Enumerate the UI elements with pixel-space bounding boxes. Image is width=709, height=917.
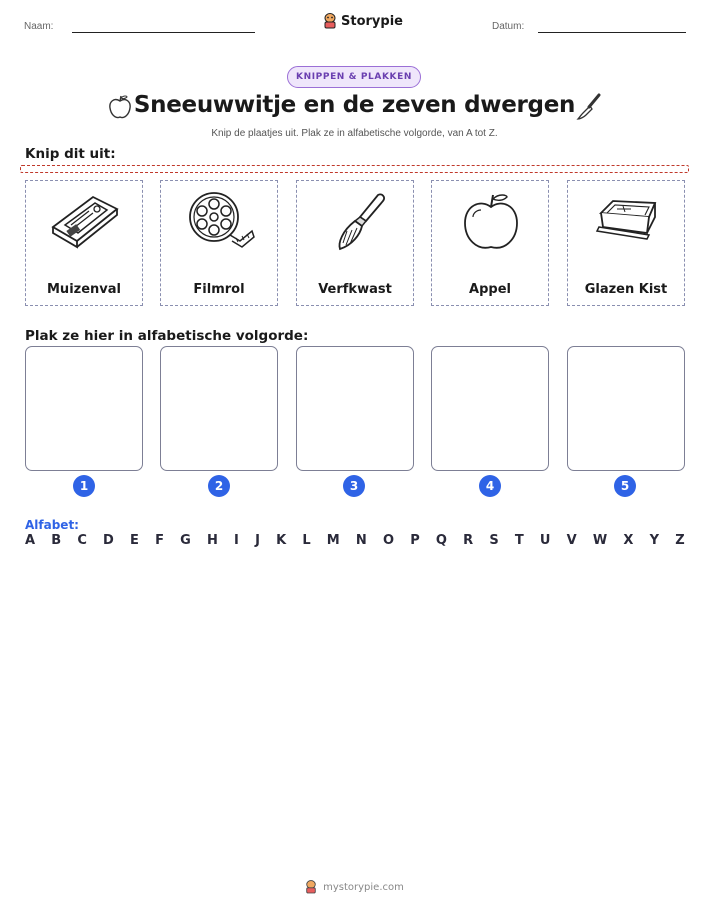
cut-card-glass-coffin[interactable] xyxy=(567,180,685,306)
date-line[interactable] xyxy=(538,32,686,33)
cut-card-film-reel[interactable] xyxy=(160,180,278,306)
alphabet-letter: A xyxy=(25,533,36,548)
cut-heading: Knip dit uit: xyxy=(25,146,116,162)
brand-name: Storypie xyxy=(341,13,403,29)
card-label: Verfkwast xyxy=(318,282,392,297)
paste-slot-2[interactable] xyxy=(160,346,278,471)
cut-card-mousetrap[interactable] xyxy=(25,180,143,306)
paste-heading: Plak ze hier in alfabetische volgorde: xyxy=(25,328,309,344)
alphabet-letter: K xyxy=(276,533,287,548)
paste-slot-4[interactable] xyxy=(431,346,549,471)
activity-badge: KNIPPEN & PLAKKEN xyxy=(287,66,421,88)
alphabet-letter: Y xyxy=(649,533,660,548)
page-title: Sneeuwwitje en de zeven dwergen xyxy=(133,92,576,118)
footer-site[interactable]: mystorypie.com xyxy=(323,881,404,893)
mousetrap-icon xyxy=(45,187,125,257)
paste-slot-1[interactable] xyxy=(25,346,143,471)
alphabet-letter: O xyxy=(382,533,395,548)
cut-card-paintbrush[interactable] xyxy=(296,180,414,306)
alphabet-letter: B xyxy=(51,533,62,548)
alphabet-letter: R xyxy=(463,533,474,548)
alphabet-letter: D xyxy=(103,533,114,548)
slot-number-2: 2 xyxy=(208,475,230,497)
alphabet-letter: W xyxy=(592,533,608,548)
card-label: Muizenval xyxy=(47,282,121,297)
alphabet-letter: T xyxy=(514,533,524,548)
alphabet-letter: H xyxy=(206,533,218,548)
slot-number-4: 4 xyxy=(479,475,501,497)
paste-slot-3[interactable] xyxy=(296,346,414,471)
slot-number-5: 5 xyxy=(614,475,636,497)
alphabet-letter: J xyxy=(255,533,260,548)
cut-line xyxy=(20,165,689,173)
cut-card-apple[interactable] xyxy=(431,180,549,306)
alphabet-letter: I xyxy=(234,533,239,548)
alphabet-letter: V xyxy=(566,533,577,548)
alphabet-letter: U xyxy=(539,533,551,548)
paintbrush-icon xyxy=(316,187,396,257)
slot-number-1: 1 xyxy=(73,475,95,497)
film-reel-icon xyxy=(180,187,260,257)
alphabet-letter: M xyxy=(326,533,340,548)
alphabet-letter: N xyxy=(355,533,367,548)
paintbrush-icon xyxy=(575,92,603,122)
alphabet-letter: X xyxy=(623,533,634,548)
date-label: Datum: xyxy=(492,21,525,32)
alphabet-letter: G xyxy=(180,533,191,548)
alphabet-letter: S xyxy=(489,533,499,548)
alphabet-letter: E xyxy=(130,533,139,548)
alphabet-letter: Q xyxy=(435,533,447,548)
footer xyxy=(0,880,709,894)
storypie-mascot-icon xyxy=(305,880,317,894)
glass-coffin-icon xyxy=(587,187,667,257)
apple-icon xyxy=(451,187,531,257)
paste-slot-5[interactable] xyxy=(567,346,685,471)
brand-logo xyxy=(323,13,403,29)
name-line[interactable] xyxy=(72,32,255,33)
card-label: Filmrol xyxy=(193,282,245,297)
alphabet-letter: P xyxy=(410,533,420,548)
instructions: Knip de plaatjes uit. Plak ze in alfabetische volgorde, van A tot Z. xyxy=(211,128,498,139)
alphabet-label: Alfabet: xyxy=(25,518,79,532)
alphabet-letter: C xyxy=(77,533,87,548)
card-label: Glazen Kist xyxy=(584,282,668,297)
alphabet-letter: Z xyxy=(675,533,685,548)
card-label: Appel xyxy=(469,282,511,297)
alphabet-letter: L xyxy=(302,533,311,548)
slot-number-3: 3 xyxy=(343,475,365,497)
alphabet-letter: F xyxy=(155,533,164,548)
alphabet-row xyxy=(25,533,685,548)
name-label: Naam: xyxy=(24,21,54,32)
storypie-mascot-icon xyxy=(323,13,337,29)
